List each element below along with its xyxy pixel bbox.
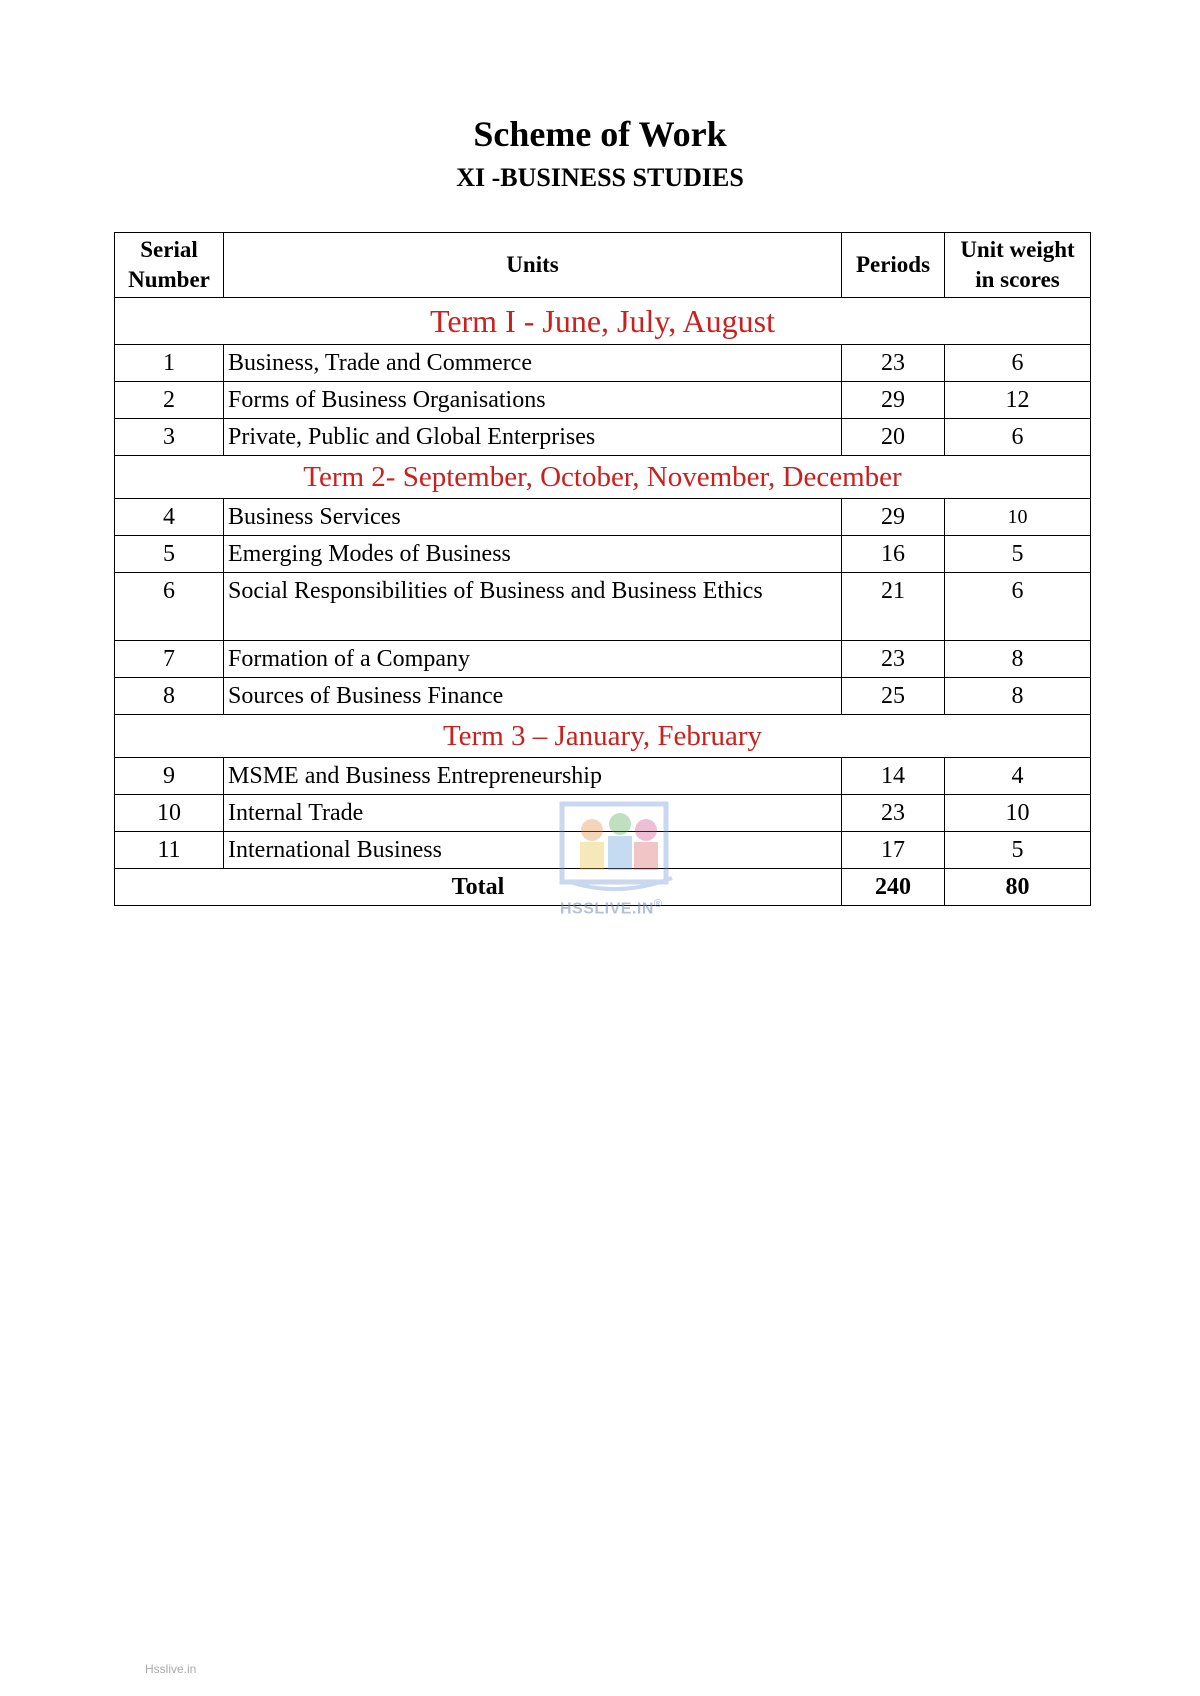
- cell-unit: Internal Trade: [224, 795, 842, 832]
- cell-periods: 29: [842, 382, 945, 419]
- cell-weight: 6: [945, 419, 1091, 456]
- total-label: Total: [115, 869, 842, 906]
- term-heading: Term I - June, July, August: [115, 298, 1091, 345]
- table-row: [115, 419, 1091, 456]
- cell-weight: 5: [945, 536, 1091, 573]
- cell-serial: 11: [115, 832, 224, 869]
- cell-serial: 1: [115, 345, 224, 382]
- table-row: [115, 758, 1091, 795]
- cell-serial: 2: [115, 382, 224, 419]
- header-units: Units: [224, 233, 842, 298]
- cell-periods: 21: [842, 573, 945, 641]
- term-row: [115, 715, 1091, 758]
- cell-unit: Social Responsibilities of Business and Business Ethics: [224, 573, 842, 641]
- cell-unit: Formation of a Company: [224, 641, 842, 678]
- table-row: [115, 573, 1091, 641]
- cell-unit: Sources of Business Finance: [224, 678, 842, 715]
- term-heading: Term 3 – January, February: [115, 715, 1091, 758]
- table-row: [115, 345, 1091, 382]
- cell-periods: 23: [842, 345, 945, 382]
- cell-unit: Emerging Modes of Business: [224, 536, 842, 573]
- cell-periods: 23: [842, 641, 945, 678]
- total-weight: 80: [945, 869, 1091, 906]
- cell-periods: 29: [842, 499, 945, 536]
- watermark-text: HSSLIVE.IN®: [560, 898, 663, 918]
- cell-unit: International Business: [224, 832, 842, 869]
- cell-periods: 14: [842, 758, 945, 795]
- cell-serial: 5: [115, 536, 224, 573]
- table-row: [115, 382, 1091, 419]
- cell-serial: 7: [115, 641, 224, 678]
- cell-weight: 6: [945, 345, 1091, 382]
- table-row: [115, 536, 1091, 573]
- cell-weight: 10: [945, 795, 1091, 832]
- cell-weight: 5: [945, 832, 1091, 869]
- cell-weight: 4: [945, 758, 1091, 795]
- cell-weight: 8: [945, 641, 1091, 678]
- header-unit-weight: Unit weight in scores: [945, 233, 1091, 298]
- term-row: [115, 298, 1091, 345]
- cell-serial: 4: [115, 499, 224, 536]
- term-heading: Term 2- September, October, November, December: [115, 456, 1091, 499]
- cell-weight: 10: [945, 499, 1091, 536]
- cell-serial: 3: [115, 419, 224, 456]
- cell-unit: Forms of Business Organisations: [224, 382, 842, 419]
- cell-weight: 6: [945, 573, 1091, 641]
- total-periods: 240: [842, 869, 945, 906]
- cell-unit: MSME and Business Entrepreneurship: [224, 758, 842, 795]
- cell-unit: Business, Trade and Commerce: [224, 345, 842, 382]
- cell-serial: 8: [115, 678, 224, 715]
- table-row: [115, 499, 1091, 536]
- footer-text: Hsslive.in: [145, 1662, 197, 1676]
- header-serial-number: Serial Number: [115, 233, 224, 298]
- table-row: [115, 678, 1091, 715]
- table-header-row: [115, 233, 1091, 298]
- cell-weight: 12: [945, 382, 1091, 419]
- cell-weight: 8: [945, 678, 1091, 715]
- header-periods: Periods: [842, 233, 945, 298]
- cell-periods: 16: [842, 536, 945, 573]
- cell-periods: 17: [842, 832, 945, 869]
- cell-serial: 9: [115, 758, 224, 795]
- cell-periods: 25: [842, 678, 945, 715]
- page-title: Scheme of Work: [473, 114, 727, 154]
- table-row: [115, 641, 1091, 678]
- cell-unit: Private, Public and Global Enterprises: [224, 419, 842, 456]
- cell-periods: 20: [842, 419, 945, 456]
- page-subtitle: XI -BUSINESS STUDIES: [456, 163, 744, 192]
- term-row: [115, 456, 1091, 499]
- cell-unit: Business Services: [224, 499, 842, 536]
- cell-periods: 23: [842, 795, 945, 832]
- cell-serial: 10: [115, 795, 224, 832]
- cell-serial: 6: [115, 573, 224, 641]
